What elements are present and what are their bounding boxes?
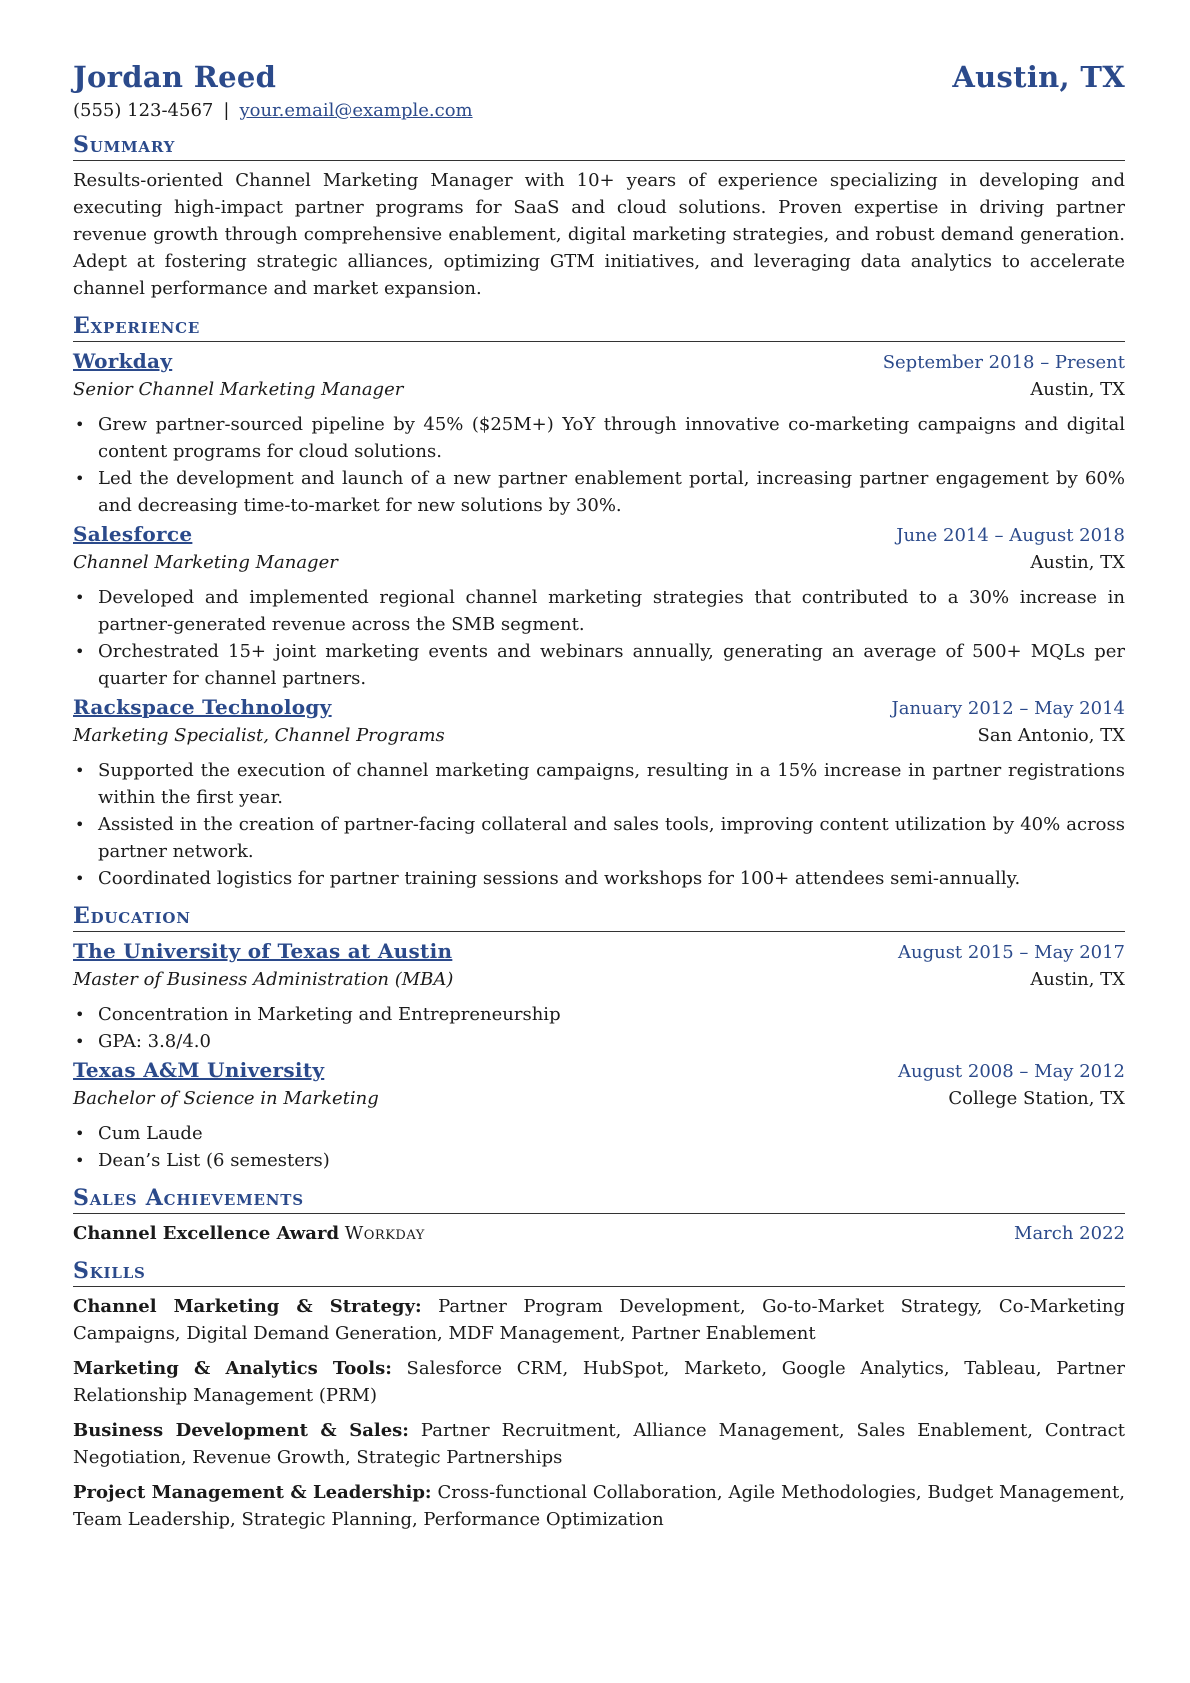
degree: Master of Business Administration (MBA) — [73, 969, 454, 990]
skills-section — [73, 1257, 1125, 1533]
job-title: Marketing Specialist, Channel Programs — [73, 725, 445, 746]
experience-bullets — [73, 584, 1125, 692]
achievement-org: Workday — [344, 1223, 425, 1244]
job-title: Channel Marketing Manager — [73, 552, 338, 573]
skill-items: Salesforce CRM, HubSpot, Marketo, Google Analytics, Tableau, Partner Relationship Management (PRM) — [73, 1358, 1125, 1406]
experience-entry — [73, 694, 1125, 892]
skill-group — [73, 1355, 1125, 1409]
contact-line — [73, 100, 1125, 121]
contact-separator: | — [223, 100, 230, 121]
job-location: Austin, TX — [1030, 379, 1125, 400]
achievement-item — [73, 1220, 1125, 1247]
education-entry — [73, 938, 1125, 1055]
candidate-location: Austin, TX — [952, 60, 1125, 94]
education-dates: August 2008 – May 2012 — [897, 1061, 1125, 1082]
skill-group — [73, 1417, 1125, 1471]
bullet-item: • Supported the execution of channel marketing campaigns, resulting in a 15% increase in partner registrations within the first year. — [98, 757, 1125, 811]
bullet-item: • Assisted in the creation of partner-facing collateral and sales tools, improving content utilization by 40% across partner network. — [98, 811, 1125, 865]
experience-entry — [73, 348, 1125, 519]
company-name[interactable]: Salesforce — [73, 522, 193, 546]
company-name[interactable]: Rackspace Technology — [73, 695, 332, 719]
job-location: Austin, TX — [1030, 552, 1125, 573]
school-location: College Station, TX — [948, 1088, 1125, 1109]
bullet-item: • Dean’s List (6 semesters) — [98, 1147, 1125, 1174]
employment-dates: September 2018 – Present — [882, 352, 1125, 373]
achievements-section — [73, 1184, 1125, 1247]
skill-items: Partner Recruitment, Alliance Management, Sales Enablement, Contract Negotiation, Revenue Growth, Strategic Partnerships — [73, 1420, 1125, 1468]
education-entry — [73, 1057, 1125, 1174]
skill-group — [73, 1293, 1125, 1347]
bullet-item: • Grew partner-sourced pipeline by 45% ($25M+) YoY through innovative co-marketing campaigns and digital content programs for cloud solutions. — [98, 411, 1125, 465]
summary-text: Results-oriented Channel Marketing Manager with 10+ years of experience specializing in developing and executing high-impact partner programs for SaaS and cloud solutions. Proven expertise in driving partner revenue growth through comprehensive enablement, digital marketing strategies, and robust demand generation. Adept at fostering strategic alliances, optimizing GTM initiatives, and leveraging data analytics to accelerate channel performance and market expansion. — [73, 170, 1125, 299]
achievement-title: Channel Excellence Award — [73, 1223, 340, 1244]
bullet-item: • Coordinated logistics for partner training sessions and workshops for 100+ attendees semi-annually. — [98, 865, 1125, 892]
education-bullets — [73, 1001, 1125, 1055]
experience-section — [73, 312, 1125, 892]
company-name[interactable]: Workday — [73, 349, 173, 373]
bullet-item: • Cum Laude — [98, 1120, 1125, 1147]
school-name[interactable]: Texas A&M University — [73, 1058, 325, 1082]
achievement-date: March 2022 — [1014, 1223, 1125, 1244]
education-section — [73, 902, 1125, 1174]
education-dates: August 2015 – May 2017 — [897, 942, 1125, 963]
skill-group — [73, 1479, 1125, 1533]
section-title-experience: Experience — [73, 312, 1125, 342]
skill-category: Channel Marketing & Strategy: — [73, 1296, 422, 1317]
job-title: Senior Channel Marketing Manager — [73, 379, 404, 400]
skill-category: Project Management & Leadership: — [73, 1482, 432, 1503]
section-title-skills: Skills — [73, 1257, 1125, 1287]
resume-page — [73, 60, 1125, 1541]
education-bullets — [73, 1120, 1125, 1174]
resume-header — [73, 60, 1125, 94]
summary-section — [73, 131, 1125, 302]
email-link[interactable]: your.email@example.com — [239, 100, 473, 121]
bullet-item: • Concentration in Marketing and Entrepreneurship — [98, 1001, 1125, 1028]
school-location: Austin, TX — [1030, 969, 1125, 990]
skill-items: Cross-functional Collaboration, Agile Methodologies, Budget Management, Team Leadership, Strategic Planning, Performance Optimization — [73, 1482, 1125, 1530]
bullet-item: • GPA: 3.8/4.0 — [98, 1028, 1125, 1055]
bullet-item: • Orchestrated 15+ joint marketing events and webinars annually, generating an average of 500+ MQLs per quarter for channel partners. — [98, 638, 1125, 692]
job-location: San Antonio, TX — [977, 725, 1125, 746]
school-name[interactable]: The University of Texas at Austin — [73, 939, 453, 963]
bullet-item: • Led the development and launch of a new partner enablement portal, increasing partner engagement by 60% and decreasing time-to-market for new solutions by 30%. — [98, 465, 1125, 519]
skill-items: Partner Program Development, Go-to-Market Strategy, Co-Marketing Campaigns, Digital Demand Generation, MDF Management, Partner Enablement — [73, 1296, 1125, 1344]
section-title-achievements: Sales Achievements — [73, 1184, 1125, 1214]
employment-dates: January 2012 – May 2014 — [891, 698, 1125, 719]
skill-category: Business Development & Sales: — [73, 1420, 409, 1441]
section-title-summary: Summary — [73, 131, 1125, 161]
experience-bullets — [73, 757, 1125, 892]
experience-entry — [73, 521, 1125, 692]
bullet-item: • Developed and implemented regional channel marketing strategies that contributed to a 30% increase in partner-generated revenue across the SMB segment. — [98, 584, 1125, 638]
experience-bullets — [73, 411, 1125, 519]
phone-number: (555) 123-4567 — [73, 100, 214, 121]
degree: Bachelor of Science in Marketing — [73, 1088, 379, 1109]
employment-dates: June 2014 – August 2018 — [896, 525, 1125, 546]
candidate-name: Jordan Reed — [73, 60, 277, 94]
section-title-education: Education — [73, 902, 1125, 932]
skill-category: Marketing & Analytics Tools: — [73, 1358, 392, 1379]
